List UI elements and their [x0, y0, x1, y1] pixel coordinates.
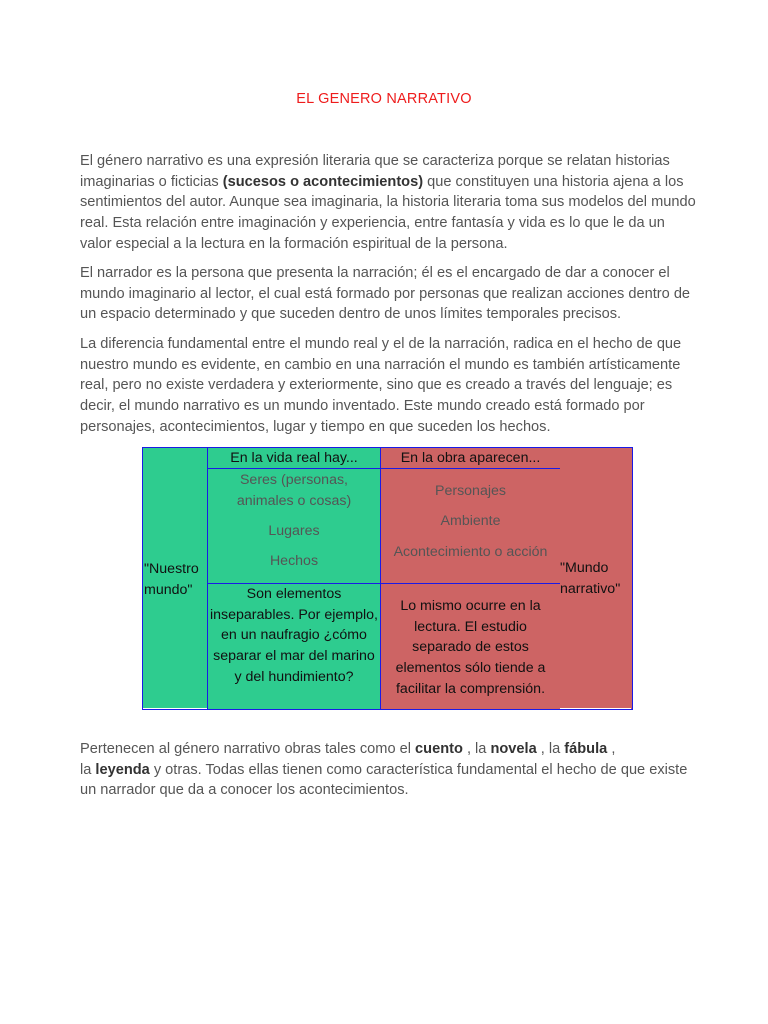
genre-leyenda: leyenda	[95, 761, 150, 778]
genre-fabula: fábula	[564, 741, 608, 757]
work-item-action: Acontecimiento o acción	[393, 543, 548, 560]
comparison-table	[142, 447, 633, 710]
table-inseparable-note: Son elementos inseparables. Por ejemplo, en un naufragio ¿cómo separar el mar del marino y del hundimiento?	[207, 583, 381, 710]
intro-text-start: El género narrativo es una expresión literaria que se caracteriza porque se relatan historias imaginarias o ficticias	[80, 153, 670, 190]
spacer	[381, 502, 560, 512]
genres-text-2: , la	[462, 741, 491, 757]
intro-text-end: que constituyen una historia ajena a los sentimientos del autor. Aunque sea imaginaria, la historia literaria toma sus modelos del mundo real. Esta relación entre imaginación y experiencia, entre fantasía y vida es lo que le da un valor especial a la lectura en la formación espiritual de la persona.	[80, 173, 696, 252]
table-right-label-cell	[560, 447, 633, 710]
genres-text-6: y otras. Todas ellas tienen como característica fundamental el hecho de que existe un narrador que da a conocer los acontecimientos.	[80, 761, 688, 799]
divider	[560, 708, 631, 709]
real-item-places: Lugares	[268, 523, 320, 539]
table-work-items-cell	[380, 468, 561, 584]
table-left-label-cell	[142, 447, 208, 710]
genre-cuento: cuento	[415, 741, 463, 757]
reading-note-text: Lo mismo ocurre en la lectura. El estudio separado de estos elementos sólo tiende a facilitar la comprensión.	[395, 598, 546, 697]
work-item-setting: Ambiente	[440, 513, 501, 530]
table-real-items-cell	[207, 468, 381, 584]
genre-novela: novela	[490, 741, 537, 757]
paragraph-difference: La diferencia fundamental entre el mundo real y el de la narración, radica en el hecho de que nuestro mundo es evidente, en cambio en una narración el mundo es también artísticamente real, pero no existe verdadera y exteriormente, sino que es creado a través del lenguaje; es decir, el mundo narrativo es un mundo inventado. Este mundo creado está formado por personajes, acontecimientos, lugar y tiempo en que suceden los hechos.	[80, 336, 682, 435]
paragraph-genres	[80, 739, 696, 801]
mundo-narrativo-label: "Mundo narrativo"	[560, 559, 621, 597]
divider	[143, 708, 207, 709]
paragraph-narrator: El narrador es la persona que presenta la narración; él es el encargado de dar a conocer el mundo imaginario al lector, el cual está formado por personas que realizan acciones dentro de un espacio determinado y que suceden dentro de unos límites temporales precisos.	[80, 265, 691, 323]
genres-text-5: la	[80, 761, 96, 778]
work-item-characters: Personajes	[435, 483, 506, 499]
table-reading-note	[380, 583, 561, 710]
real-item-beings: Seres (personas, animales o cosas)	[236, 472, 352, 509]
spacer	[381, 532, 560, 542]
intro-bold-phrase: (sucesos o acontecimientos)	[222, 173, 424, 190]
real-item-events: Hechos	[269, 553, 319, 570]
table-header-real-life: En la vida real hay...	[207, 447, 381, 469]
document-title: EL GENERO NARRATIVO	[296, 91, 472, 107]
genres-text-3: , la	[536, 741, 565, 757]
nuestro-mundo-label: "Nuestro mundo"	[144, 560, 199, 598]
paragraph-intro	[80, 151, 696, 255]
genres-text-1: Pertenecen al género narrativo obras tales como el	[80, 741, 416, 757]
spacer	[208, 542, 380, 552]
spacer	[208, 511, 380, 521]
genres-text-4: ,	[607, 741, 616, 757]
table-header-work: En la obra aparecen...	[380, 447, 561, 469]
